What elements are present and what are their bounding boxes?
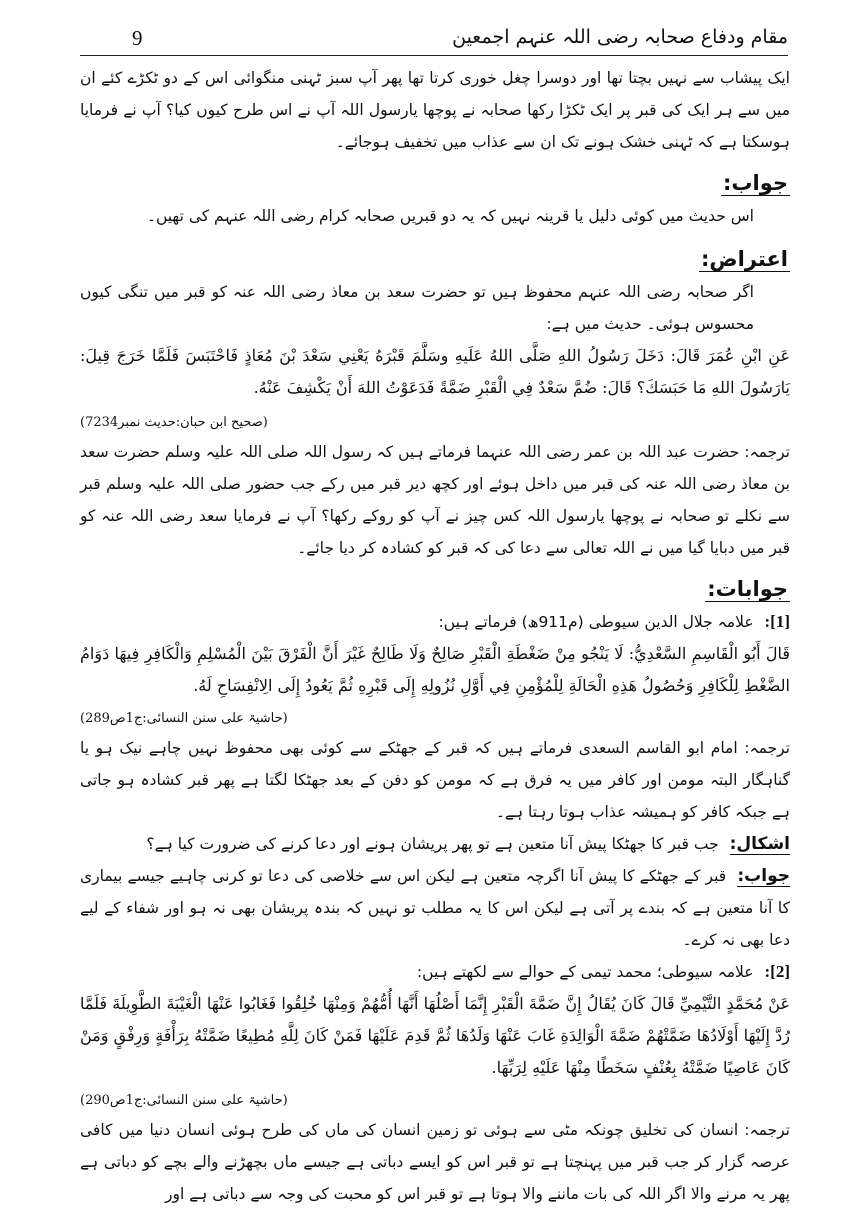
heading-jawabat: جوابات: [707, 577, 788, 601]
ishkal-text: جب قبر کا جھٹکا پیش آنا متعین ہے تو پھر پریشان ہونے اور دعا کرنے کی ضرورت کیا ہے؟ [146, 835, 719, 853]
ishkal-label: اشکال: [729, 834, 790, 854]
heading-etiraz: اعتراض: [700, 247, 788, 271]
book-title: مقام ودفاع صحابہ رضی اللہ عنہم اجمعین [452, 26, 788, 48]
translation-3: ترجمہ: انسان کی تخلیق چونکہ مٹی سے ہوئی تو زمین انسان کی ماں کی طرح ہوئی انسان دنیا میں کافی عرصہ گزار کر جب قبر میں پہنچتا ہے تو قبر اس کو ایسے دباتی ہے جیسے ماں بچھڑنے والے بچے کو دباتی ہے پھر یہ مرنے والا اگر اللہ کی بات ماننے والا ہوتا ہے تو قبر اس کو محبت کی وجہ سے دباتی ہے اور [80, 1121, 790, 1203]
translation-1: ترجمہ: حضرت عبد اللہ بن عمر رضی اللہ عنہما فرماتے ہیں کہ رسول اللہ صلی اللہ علیہ وسلم حضرت سعد بن معاذ رضی اللہ عنہ کی قبر میں داخل ہوئے اور کچھ دیر قبر میں رکے جب حضور صلی اللہ علیہ وسلم قبر سے نکلے تو صحابہ نے پوچھا یارسول اللہ کس چیز نے آپ کو روکے رکھا؟ آپ نے فرمایا سعد رضی اللہ عنہ کو قبر میں دبایا گیا میں نے اللہ تعالی سے دعا کی کہ قبر کو کشادہ کر دیا جائے۔ [80, 443, 790, 557]
page-number: 9 [132, 26, 143, 50]
header-rule [80, 55, 788, 56]
paragraph-jawab: اس حدیث میں کوئی دلیل یا قرینہ نہیں کہ یہ دو قبریں صحابہ کرام رضی اللہ عنہم کی تھیں۔ [146, 207, 754, 225]
translation-2: ترجمہ: امام ابو القاسم السعدی فرماتے ہیں کہ قبر کے جھٹکے سے کوئی بھی محفوظ نہیں چاہے نیک ہو یا گناہگار البتہ مومن اور کافر میں یہ فرق ہے کہ مومن کو دفن کے بعد جھٹکا لگتا ہے پھر قبر کشادہ ہو جاتی ہے جبکہ کافر کو ہمیشہ عذاب ہوتا رہتا ہے۔ [80, 739, 790, 821]
answer-number-1: [1]: [764, 612, 790, 631]
citation-2: (حاشیۃ علی سنن النسائی:ج1ص289) [80, 711, 288, 726]
citation-1: (صحیح ابن حبان:حدیث نمبر7234) [80, 415, 268, 430]
paragraph-etiraz: اگر صحابہ رضی اللہ عنہم محفوظ ہیں تو حضرت سعد بن معاذ رضی اللہ عنہ کو قبر میں تنگی کیوں محسوس ہوئی۔ حدیث میں ہے: [80, 283, 754, 333]
answer-2-intro [80, 956, 790, 988]
jawab-2-label: جواب: [737, 866, 790, 886]
answer-1-text: علامہ جلال الدین سیوطی (م911ھ) فرماتے ہیں: [438, 613, 754, 631]
answer-1-intro [80, 606, 790, 638]
jawab-2-paragraph [80, 860, 790, 956]
body-column [80, 62, 790, 1210]
citation-3: (حاشیۃ علی سنن النسائی:ج1ص290) [80, 1093, 288, 1108]
paragraph-intro: ایک پیشاب سے نہیں بچتا تھا اور دوسرا چغل خوری کرتا تھا پھر آپ سبز ٹہنی منگوائی اس کے دو ٹکڑے کئے ان میں سے ہر ایک کی قبر پر ایک ٹکڑا رکھا صحابہ نے پوچھا یارسول اللہ آپ نے اس طرح کیوں کیا؟ آپ نے فرمایا ہوسکتا ہے کہ ٹہنی خشک ہونے تک ان سے عذاب میں تخفیف ہوجائے۔ [80, 69, 790, 151]
arabic-quote-2: قَالَ أَبُو الْقَاسِمِ السَّعْدِيُّ: لَا يَنْجُو مِنْ ضَغْطَةِ الْقَبْرِ صَالِحٌ وَلَا طَالِحٌ غَيْرَ أَنَّ الْفَرْقَ بَيْنَ الْمُسْلِمِ وَالْكَافِرِ فِيهَا دَوَامُ الضَّغْطِ لِلْكَافِرِ وَحُصُولُ هَذِهِ الْحَالَةِ لِلْمُؤْمِنِ فِي أَوَّلِ نُزُولِهِ إِلَى قَبْرِهِ ثُمَّ يَعُودُ إِلَى الِانْفِسَاحِ لَهُ. [80, 644, 791, 695]
ishkal-line [80, 828, 790, 860]
heading-jawab: جواب: [723, 171, 788, 195]
arabic-hadith-1: عَنِ ابْنِ عُمَرَ قَالَ: دَخَلَ رَسُولُ اللهِ صَلَّى اللهُ عَلَيهِ وسَلَّمَ قَبْرَهُ يَعْنِي سَعْدَ بْنَ مُعَاذٍ فَاحْتَبَسَ فَلَمَّا خَرَجَ قِيلَ: يَارَسُولَ اللهِ مَا حَبَسَكَ؟ قَالَ: ضُمَّ سَعْدٌ فِي الْقَبْرِ ضَمَّةً فَدَعَوْتُ اللهَ أَنْ يَكْشِفَ عَنْهُ. [80, 346, 790, 397]
jawab-2-text: قبر کے جھٹکے کا پیش آنا اگرچہ متعین ہے لیکن اس سے خلاصی کی دعا تو کرنی چاہیے جیسے بیماری کا آنا متعین ہے کہ بندے پر آتی ہے لیکن اس کا یہ مطلب تو نہیں کہ بندہ پریشان بھی نہ ہو اور شفاء کے لیے دعا بھی نہ کرے۔ [80, 867, 790, 949]
running-header [80, 24, 788, 54]
answer-2-text: علامہ سیوطی؛ محمد تیمی کے حوالے سے لکھتے ہیں: [416, 963, 754, 981]
answer-number-2: [2]: [764, 962, 790, 981]
arabic-quote-3: عَنْ مُحَمَّدٍ التَّيْمِيِّ قَالَ كَانَ يُقَالُ إِنَّ ضَمَّةَ الْقَبْرِ إِنَّمَا أَصْلُهَا أَنَّهَا أُمُّهُمْ وَمِنْهَا خُلِقُوا فَغَابُوا عَنْهَا الْغَيْبَةَ الطَّوِيلَةَ فَلَمَّا رُدَّ إِلَيْهَا أَوْلَادُهَا ضَمَّتْهُمْ ضَمَّةَ الْوَالِدَةِ غَابَ عَنْهَا وَلَدُهَا ثُمَّ قَدِمَ عَلَيْهَا فَمَنْ كَانَ لِلَّهِ مُطِيعًا ضَمَّتْهُ بِرَأْفَةٍ وَرِفْقٍ وَمَنْ كَانَ عَاصِيًا ضَمَّتْهُ بِعُنْفٍ سَخَطًا مِنْهَا عَلَيْهِ لِرَبِّهَا. [80, 994, 791, 1077]
